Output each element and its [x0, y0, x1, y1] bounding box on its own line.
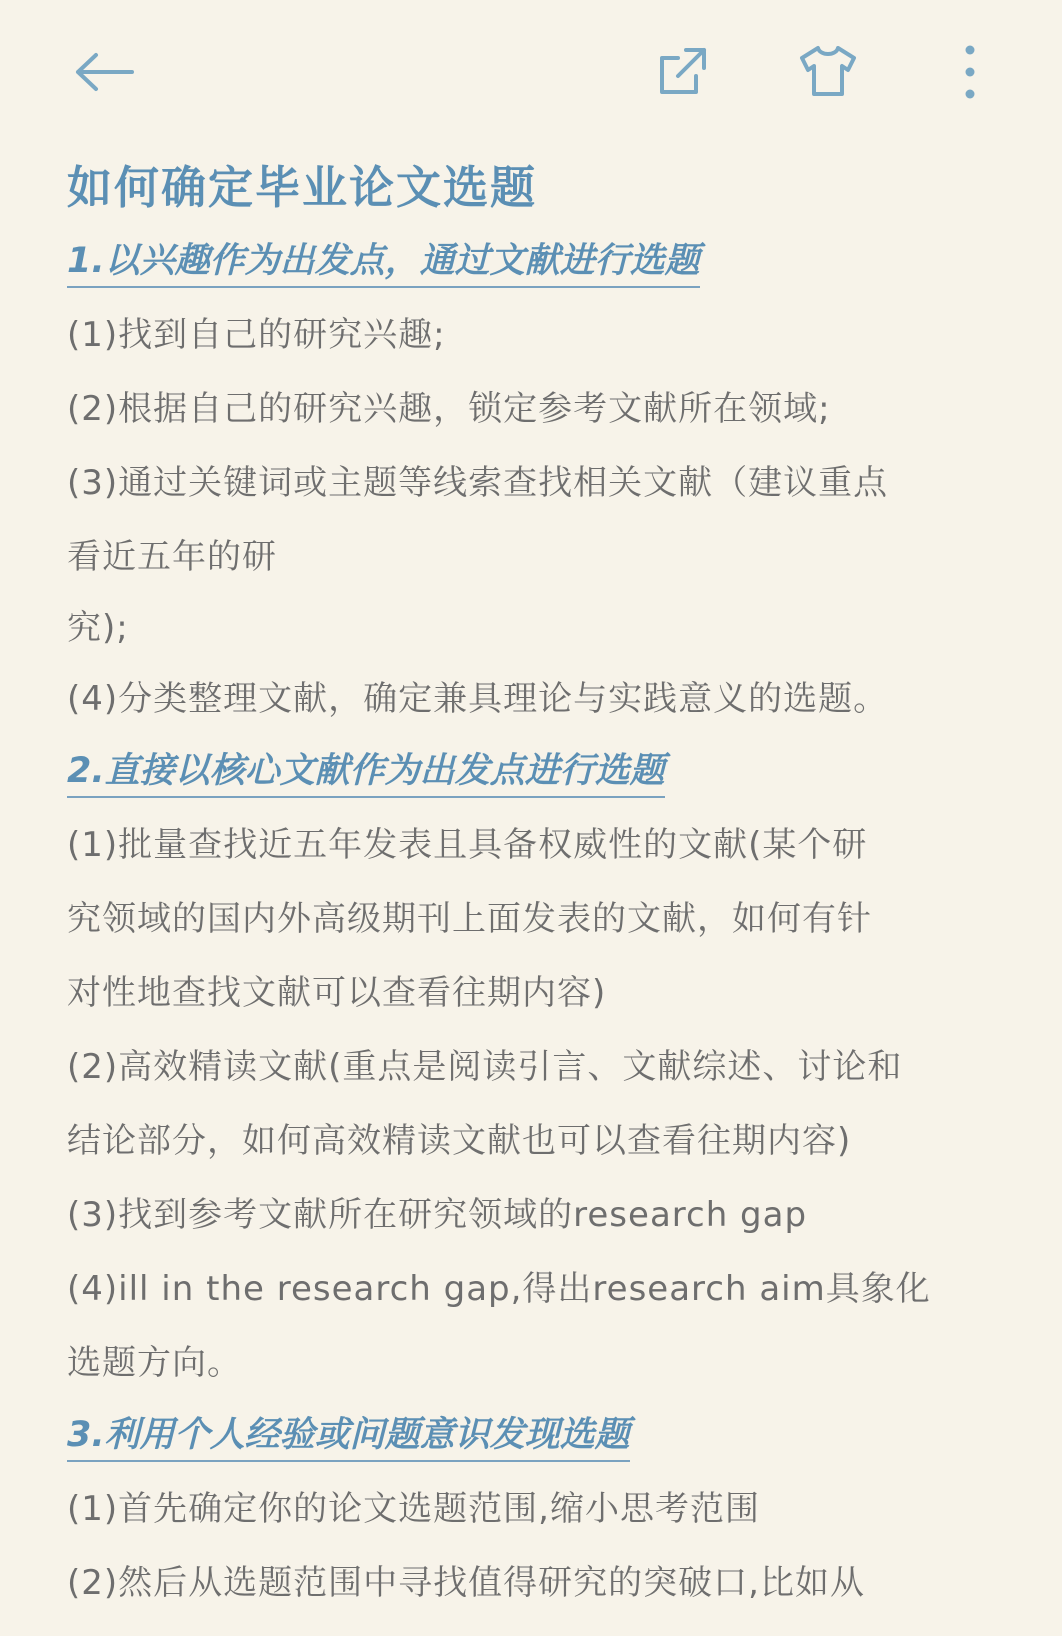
list-item: (4)ill in the research gap,得出research aim具象化	[67, 1269, 931, 1309]
list-item: (2)高效精读文献(重点是阅读引言、文献综述、讨论和	[67, 1047, 903, 1087]
section-heading: 3.利用个人经验或问题意识发现选题	[67, 1410, 630, 1462]
list-item: 看近五年的研	[67, 537, 277, 577]
section-heading: 2.直接以核心文献作为出发点进行选题	[67, 746, 665, 798]
list-item: (1)首先确定你的论文选题范围,缩小思考范围	[67, 1489, 760, 1529]
list-item: 究);	[67, 608, 129, 648]
list-item: (2)根据自己的研究兴趣，锁定参考文献所在领域;	[67, 389, 831, 429]
list-item: (1)批量查找近五年发表且具备权威性的文献(某个研	[67, 825, 868, 865]
section-2	[67, 736, 1017, 808]
list-item: (3)通过关键词或主题等线索查找相关文献（建议重点	[67, 463, 889, 503]
list-item: 结论部分，如何高效精读文献也可以查看往期内容)	[67, 1121, 852, 1161]
section-heading: 1.以兴趣作为出发点，通过文献进行选题	[67, 236, 700, 288]
article-title: 如何确定毕业论文选题	[67, 161, 538, 214]
top-toolbar	[0, 0, 1062, 140]
list-item: 究领域的国内外高级期刊上面发表的文献，如何有针	[67, 899, 872, 939]
section-3	[67, 1400, 1017, 1472]
list-item: (1)找到自己的研究兴趣;	[67, 315, 446, 355]
external-link-icon	[656, 44, 710, 98]
list-item: 对性地查找文献可以查看往期内容)	[67, 973, 607, 1013]
vertical-dots-icon	[960, 42, 980, 102]
share-button[interactable]	[650, 38, 716, 104]
theme-button[interactable]	[793, 38, 863, 104]
list-item: 选题方向。	[67, 1343, 242, 1383]
list-item: (4)分类整理文献，确定兼具理论与实践意义的选题。	[67, 679, 889, 719]
arrow-left-icon	[74, 52, 136, 92]
list-item: (3)找到参考文献所在研究领域的research gap	[67, 1195, 808, 1235]
article-content	[67, 150, 1017, 1620]
back-button[interactable]	[70, 40, 140, 104]
list-item: (2)然后从选题范围中寻找值得研究的突破口,比如从	[67, 1563, 865, 1603]
more-button[interactable]	[950, 36, 990, 108]
tshirt-icon	[798, 44, 858, 98]
section-1	[67, 226, 1017, 298]
